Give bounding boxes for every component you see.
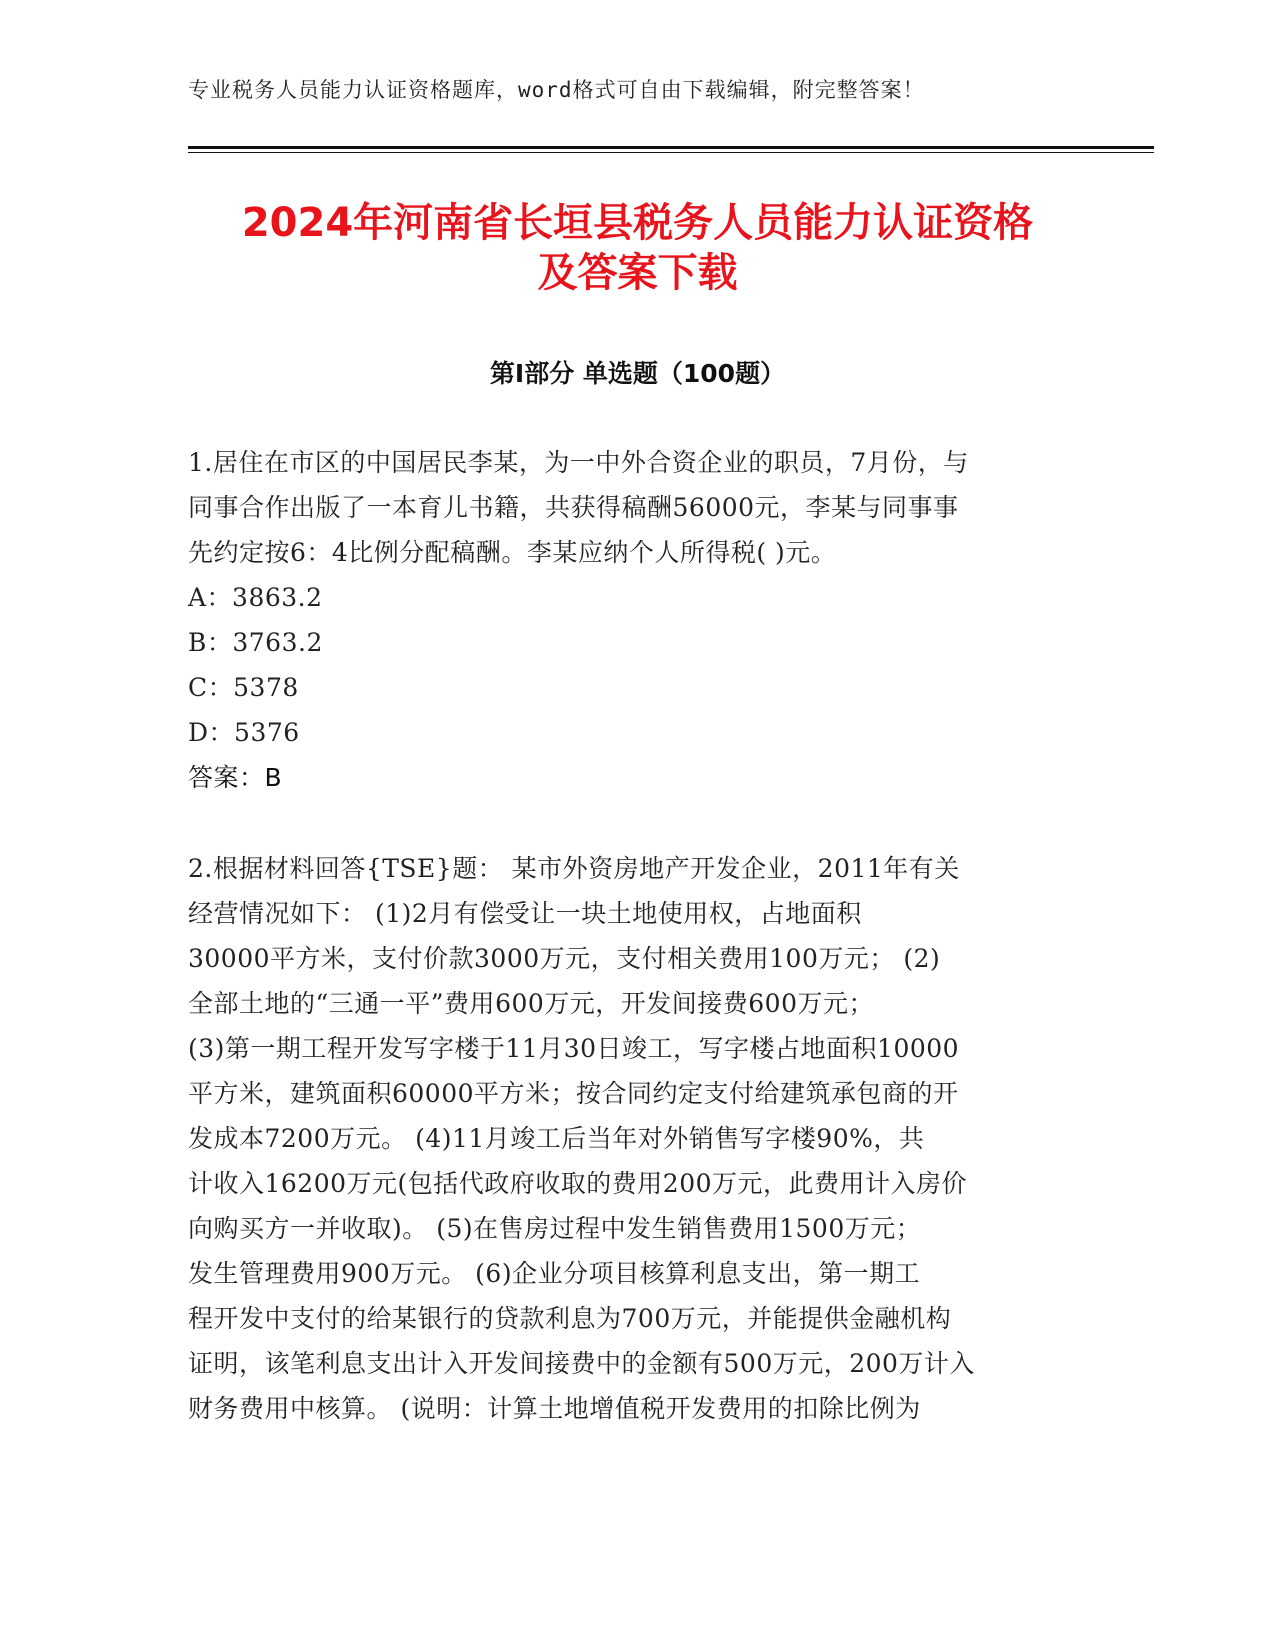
question-1-stem-line: 同事合作出版了一本育儿书籍，共获得稿酬56000元，李某与同事事 — [188, 493, 959, 522]
question-2-line: 向购买方一并收取)。 (5)在售房过程中发生销售费用1500万元； — [188, 1214, 922, 1243]
question-2-line: 程开发中支付的给某银行的贷款利息为700万元，并能提供金融机构 — [188, 1304, 952, 1333]
title-line-2: 及答案下载 — [537, 250, 738, 296]
question-1-answer: 答案：B — [188, 763, 283, 792]
question-1-stem-line: 先约定按6：4比例分配稿酬。李某应纳个人所得税( )元。 — [188, 538, 837, 567]
option-b: B：3763.2 — [188, 628, 323, 657]
question-2-line: 财务费用中核算。 (说明：计算土地增值税开发费用的扣除比例为 — [188, 1394, 921, 1423]
option-d: D：5376 — [188, 718, 300, 747]
section-title: 第I部分 单选题（100题） — [489, 359, 786, 388]
question-2-line: 发生管理费用900万元。 (6)企业分项目核算利息支出，第一期工 — [188, 1259, 921, 1288]
question-2-line: 发成本7200万元。 (4)11月竣工后当年对外销售写字楼90%，共 — [188, 1124, 925, 1153]
question-2-line: 证明，该笔利息支出计入开发间接费中的金额有500万元，200万计入 — [188, 1349, 975, 1378]
option-c: C：5378 — [188, 673, 299, 702]
question-2-line: 2.根据材料回答{TSE}题： 某市外资房地产开发企业，2011年有关 — [188, 854, 960, 883]
header-rule-thin — [188, 152, 1154, 153]
option-a: A：3863.2 — [188, 583, 323, 612]
question-2-line: 全部土地的“三通一平”费用600万元，开发间接费600万元； — [188, 989, 874, 1018]
document-title — [150, 198, 1125, 298]
header-note: 专业税务人员能力认证资格题库，word格式可自由下载编辑，附完整答案！ — [188, 78, 925, 102]
question-2-line: 经营情况如下： (1)2月有偿受让一块土地使用权，占地面积 — [188, 899, 862, 928]
question-2-line: 平方米，建筑面积60000平方米；按合同约定支付给建筑承包商的开 — [188, 1079, 959, 1108]
header-rule-thick — [188, 146, 1154, 149]
question-2 — [188, 846, 1088, 1431]
question-2-line: 30000平方米，支付价款3000万元，支付相关费用100万元； (2) — [188, 944, 941, 973]
title-line-1: 2024年河南省长垣县税务人员能力认证资格 — [241, 200, 1034, 246]
question-2-line: (3)第一期工程开发写字楼于11月30日竣工，写字楼占地面积10000 — [188, 1034, 960, 1063]
question-1 — [188, 440, 1088, 800]
question-2-line: 计收入16200万元(包括代政府收取的费用200万元，此费用计入房价 — [188, 1169, 968, 1198]
question-1-stem-line: 1.居住在市区的中国居民李某，为一中外合资企业的职员，7月份，与 — [188, 448, 969, 477]
